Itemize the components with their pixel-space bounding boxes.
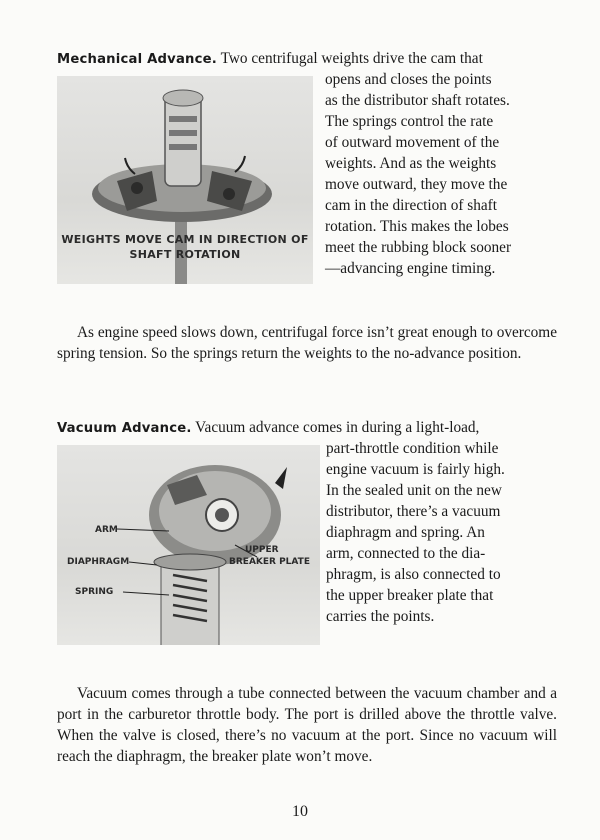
vacuum-wrapped-text — [326, 438, 558, 627]
text-line: opens and closes the points — [325, 71, 492, 88]
upper-label: UPPER — [245, 545, 279, 555]
mechanical-first-line — [57, 48, 557, 70]
arm-label: ARM — [95, 525, 118, 535]
text-line: diaphragm and spring. An — [326, 524, 485, 541]
spring-label: SPRING — [75, 587, 114, 597]
text-line: distributor, there’s a vacuum — [326, 503, 501, 520]
caption-line-1: WEIGHTS MOVE CAM IN DIRECTION OF — [61, 233, 309, 246]
vacuum-first-line — [57, 417, 567, 439]
text-line: The springs control the rate — [325, 113, 494, 130]
vacuum-line1: Vacuum advance comes in during a light-load, — [191, 419, 480, 436]
vacuum-advance-heading: Vacuum Advance. — [57, 421, 192, 436]
mechanical-advance-photo — [57, 76, 313, 284]
diaphragm-label: DIAPHRAGM — [67, 557, 130, 567]
breaker-plate-label: BREAKER PLATE — [229, 557, 310, 567]
mechanical-figure-caption — [57, 232, 313, 262]
text-line: cam in the direction of shaft — [325, 197, 498, 214]
caption-line-2: SHAFT ROTATION — [129, 248, 241, 261]
text-line: meet the rubbing block sooner — [325, 239, 512, 256]
text-line: the upper breaker plate that — [326, 587, 494, 604]
text-line: move outward, they move the — [325, 176, 508, 193]
mechanical-wrapped-text — [325, 69, 557, 279]
text-line: of outward movement of the — [325, 134, 500, 151]
text-line: rotation. This makes the lobes — [325, 218, 509, 235]
mechanical-advance-heading: Mechanical Advance. — [57, 52, 218, 67]
text-line: —advancing engine timing. — [325, 260, 496, 277]
text-line: as the distributor shaft rotates. — [325, 92, 510, 109]
page-number: 10 — [292, 803, 308, 820]
vacuum-unit-illustration — [57, 445, 320, 645]
text-line: weights. And as the weights — [325, 155, 497, 172]
text-line: arm, connected to the dia- — [326, 545, 486, 562]
final-paragraph: Vacuum comes through a tube connected between the vacuum chamber and a port in the carburetor throttle body. The port is drilled above the throttle valve. When the valve is closed, there’s no vacuum at the port. Since no vacuum will reach the diaphragm, the breaker plate won’t move. — [57, 685, 557, 765]
slowdown-paragraph: As engine speed slows down, centrifugal force isn’t great enough to overcome spring tension. So the springs return the weights to the no-advance position. — [57, 324, 557, 362]
text-line: engine vacuum is fairly high. — [326, 461, 505, 478]
text-line: part-throttle condition while — [326, 440, 499, 457]
mechanical-line1: Two centrifugal weights drive the cam that — [217, 50, 483, 67]
text-line: phragm, is also connected to — [326, 566, 501, 583]
vacuum-advance-photo — [57, 445, 320, 645]
text-line: In the sealed unit on the new — [326, 482, 502, 499]
text-line: carries the points. — [326, 608, 435, 625]
